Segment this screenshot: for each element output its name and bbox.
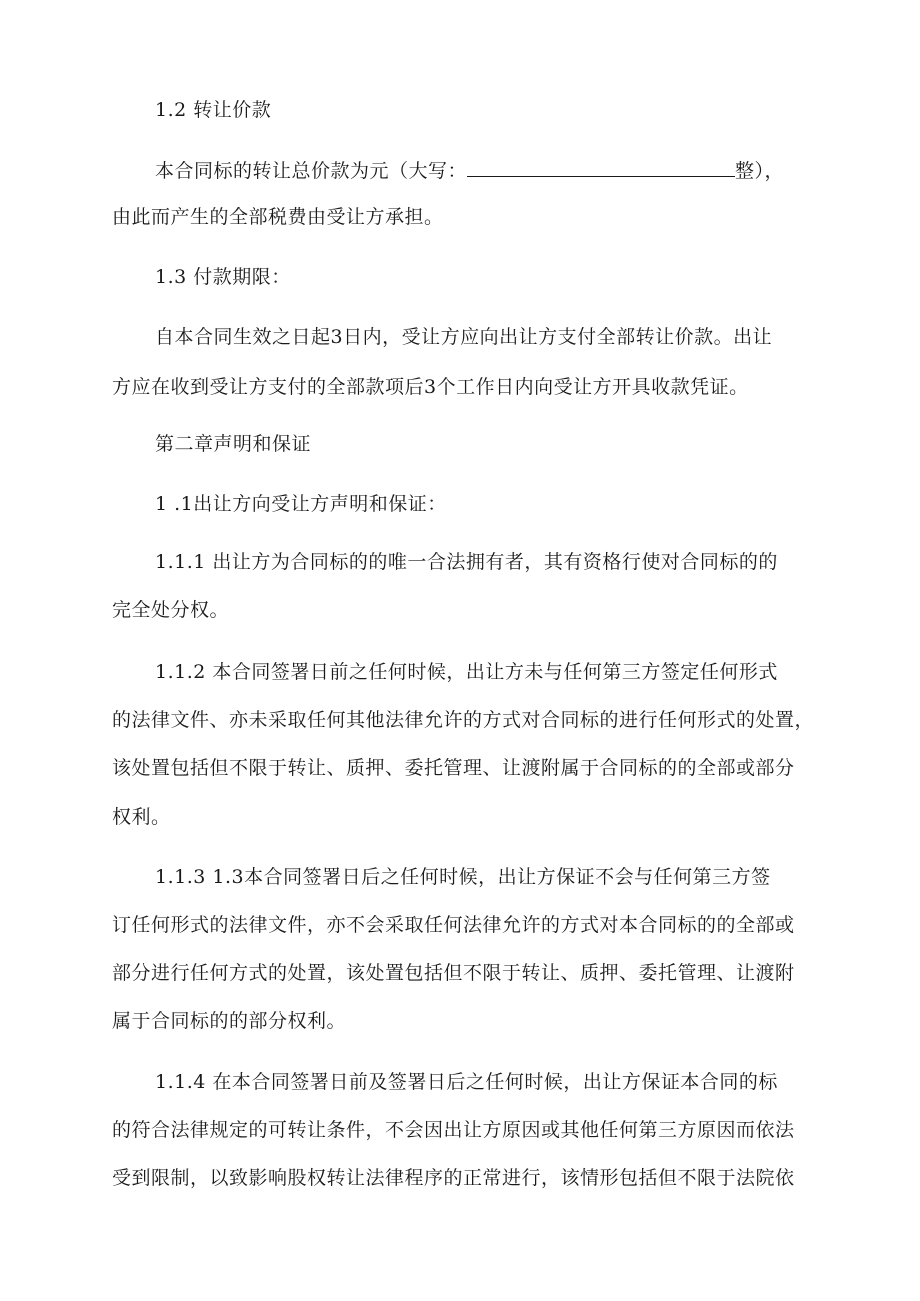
section-1-2-heading: 1.2 转让价款 <box>155 99 272 121</box>
clause-1-1-4-line-1: 1.1.4 在本合同签署日前及签署日后之任何时候，出让方保证本合同的标 <box>155 1071 778 1093</box>
price-line <box>155 158 784 183</box>
clause-1-1-3-line-1: 1.1.3 1.3本合同签署日后之任何时候，出让方保证不会与任何第三方签 <box>155 866 771 888</box>
clause-1-1-3-line-4: 属于合同标的的部分权利。 <box>112 1010 347 1032</box>
clause-1-1-1-line-2: 完全处分权。 <box>112 599 230 621</box>
tax-line: 由此而产生的全部税费由受让方承担。 <box>112 206 444 228</box>
section-1-3-heading: 1.3 付款期限： <box>155 266 291 288</box>
clause-1-1-1-line-1: 1.1.1 出让方为合同标的的唯一合法拥有者，其有资格行使对合同标的的 <box>155 551 778 573</box>
clause-1-1-4-line-3: 受到限制，以致影响股权转让法律程序的正常进行，该情形包括但不限于法院依 <box>112 1167 795 1189</box>
price-text: 本合同标的转让总价款为元（大写： <box>155 160 468 182</box>
clause-1-1-3-line-2: 订任何形式的法律文件，亦不会采取任何法律允许的方式对本合同标的的全部或 <box>112 914 795 936</box>
section-1-1-heading: 1 .1出让方向受让方声明和保证： <box>155 493 447 515</box>
payment-line-1: 自本合同生效之日起3日内，受让方应向出让方支付全部转让价款。出让 <box>155 326 773 348</box>
clause-1-1-3-line-3: 部分进行任何方式的处置，该处置包括但不限于转让、质押、委托管理、让渡附 <box>112 962 795 984</box>
amount-blank <box>467 158 735 177</box>
price-suffix: 整）， <box>735 160 785 182</box>
clause-1-1-2-line-2: 的法律文件、亦未采取任何其他法律允许的方式对合同标的进行任何形式的处置， <box>112 709 815 731</box>
clause-1-1-4-line-2: 的符合法律规定的可转让条件，不会因出让方原因或其他任何第三方原因而依法 <box>112 1119 795 1141</box>
payment-line-2: 方应在收到受让方支付的全部款项后3个工作日内向受让方开具收款凭证。 <box>112 376 749 398</box>
clause-1-1-2-line-4: 权利。 <box>112 806 171 828</box>
chapter-2-heading: 第二章声明和保证 <box>155 433 312 455</box>
clause-1-1-2-line-3: 该处置包括但不限于转让、质押、委托管理、让渡附属于合同标的的全部或部分 <box>112 757 795 779</box>
clause-1-1-2-line-1: 1.1.2 本合同签署日前之任何时候，出让方未与任何第三方签定任何形式 <box>155 661 778 683</box>
